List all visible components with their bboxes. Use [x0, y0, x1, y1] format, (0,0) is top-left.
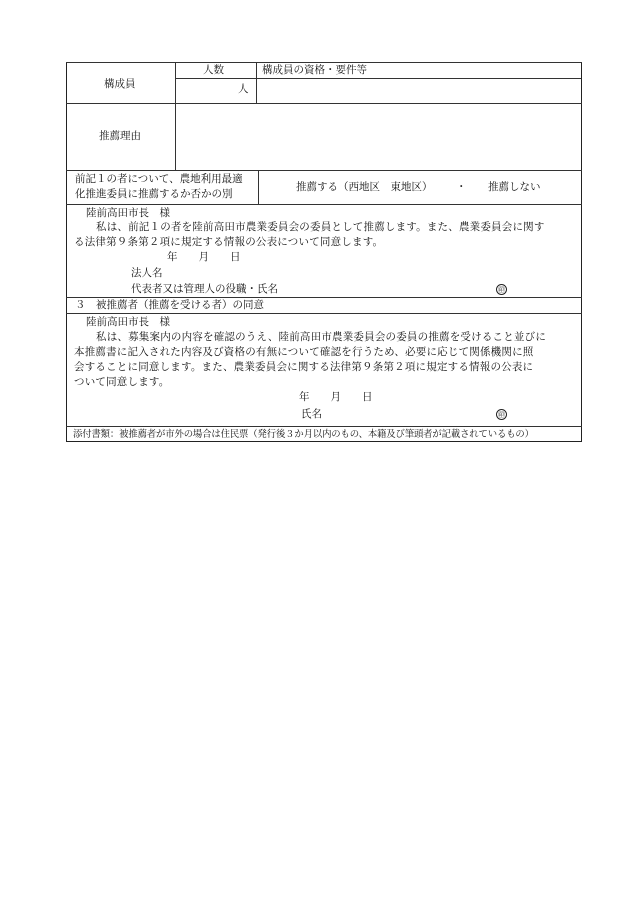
section3-heading: ３ 被推薦者（推薦を受ける者）の同意 — [75, 299, 264, 311]
members-count-header: 人数 — [203, 64, 224, 76]
corp-name-field[interactable] — [170, 265, 490, 279]
org-addressee: 陸前高田市長 様 — [86, 207, 170, 219]
section3-heading-bottom — [66, 313, 582, 314]
members-qualification-field[interactable] — [257, 79, 580, 102]
nominee-consent-line2: 本推薦書に記入された内容及び資格の有無について確認を行うため、必要に応じて関係機関に照 — [74, 346, 534, 358]
representative-field[interactable] — [300, 281, 490, 295]
nominee-name-field[interactable] — [330, 406, 490, 420]
section3-top-border — [66, 297, 582, 298]
nominee-seal-mark: ㊞ — [498, 411, 505, 419]
org-date: 年 月 日 — [167, 251, 241, 263]
org-consent-line1: 私は、前記１の者を陸前高田市農業委員会の委員として推薦します。また、農業委員会に関す — [96, 221, 545, 233]
nominee-consent-line3: 会することに同意します。また、農業委員会に関する法律第９条第２項に規定する情報の公表に — [74, 361, 534, 373]
corp-name-label: 法人名 — [131, 267, 163, 279]
members-label: 構成員 — [104, 78, 136, 90]
members-qualification-header: 構成員の資格・要件等 — [262, 64, 367, 76]
members-count-unit: 人 — [238, 83, 249, 95]
choice-recommend-option[interactable]: 推薦する（西地区 東地区） — [296, 181, 433, 193]
choice-question-line1: 前記１の者について、農地利用最適 — [75, 173, 243, 185]
nominee-name-label: 氏名 — [301, 408, 322, 420]
nominee-addressee: 陸前高田市長 様 — [86, 316, 170, 328]
nominee-consent-line4: ついて同意します。 — [74, 376, 170, 388]
table-top-border — [66, 62, 582, 63]
choice-separator: ・ — [456, 181, 467, 193]
reason-label: 推薦理由 — [99, 130, 141, 142]
reason-field[interactable] — [176, 104, 580, 169]
nominee-consent-body — [74, 330, 580, 390]
members-count-field[interactable] — [176, 79, 252, 102]
org-consent-line2: る法律第９条第２項に規定する情報の公表について同意します。 — [74, 236, 384, 248]
org-seal-mark: ㊞ — [498, 286, 505, 294]
representative-label: 代表者又は管理人の役職・氏名 — [131, 283, 278, 295]
org-consent-body — [74, 220, 580, 250]
nominee-consent-line1: 私は、募集案内の内容を確認のうえ、陸前高田市農業委員会の委員の推薦を受けること並びに — [96, 331, 547, 343]
choice-column-divider — [258, 170, 259, 204]
attachment-note: 添付書類：被推薦者が市外の場合は住民票（発行後３か月以内のもの、本籍及び筆頭者が記載されているもの） — [73, 429, 534, 440]
choice-not-recommend-option[interactable]: 推薦しない — [488, 181, 541, 193]
attachment-top-border — [66, 426, 582, 427]
nominee-date: 年 月 日 — [299, 391, 373, 403]
choice-question-line2: 化推進委員に推薦するか否かの別 — [75, 188, 233, 200]
reason-row-bottom — [66, 170, 582, 171]
choice-row-bottom — [66, 204, 582, 205]
